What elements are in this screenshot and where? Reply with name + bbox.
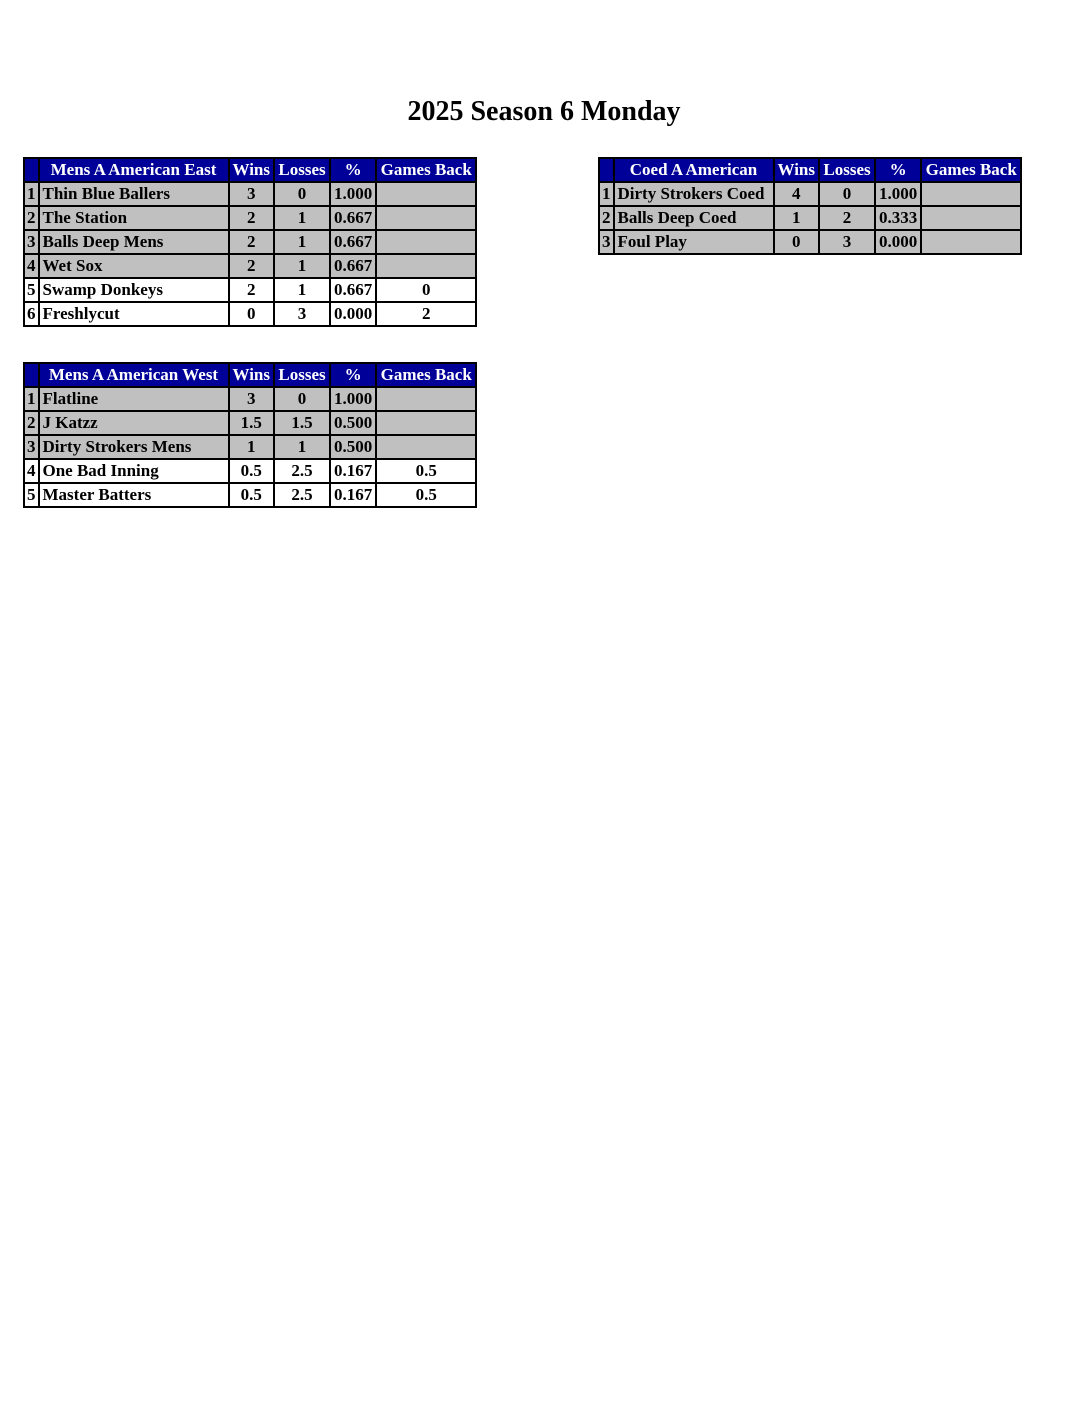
team-cell: Swamp Donkeys <box>39 278 229 302</box>
losses-cell: 2 <box>819 206 875 230</box>
pct-header: % <box>330 158 376 182</box>
wins-cell: 0 <box>774 230 820 254</box>
games-back-cell <box>921 182 1021 206</box>
table-row <box>24 302 476 326</box>
wins-header: Wins <box>229 158 275 182</box>
losses-cell: 0 <box>274 182 330 206</box>
rank-cell: 1 <box>599 182 614 206</box>
games-back-cell <box>376 182 476 206</box>
wins-cell: 3 <box>229 182 275 206</box>
rank-cell: 2 <box>599 206 614 230</box>
rank-cell: 4 <box>24 459 39 483</box>
rank-cell: 3 <box>24 230 39 254</box>
team-cell: The Station <box>39 206 229 230</box>
rank-cell: 2 <box>24 206 39 230</box>
division-header: Mens A American East <box>39 158 229 182</box>
team-cell: Thin Blue Ballers <box>39 182 229 206</box>
standings-table-mens-east <box>23 157 477 327</box>
table-row <box>599 182 1021 206</box>
pct-header: % <box>875 158 921 182</box>
losses-cell: 2.5 <box>274 459 330 483</box>
losses-cell: 1 <box>274 206 330 230</box>
team-cell: One Bad Inning <box>39 459 229 483</box>
rank-cell: 3 <box>599 230 614 254</box>
table-header <box>599 158 1021 182</box>
games-back-cell: 0.5 <box>376 459 476 483</box>
table-row <box>24 411 476 435</box>
table-row <box>24 459 476 483</box>
rank-cell: 1 <box>24 182 39 206</box>
rank-cell: 4 <box>24 254 39 278</box>
table-row <box>24 483 476 507</box>
games-back-cell <box>376 435 476 459</box>
team-cell: Balls Deep Coed <box>614 206 774 230</box>
losses-cell: 0 <box>819 182 875 206</box>
pct-cell: 0.000 <box>330 302 376 326</box>
team-cell: Dirty Strokers Coed <box>614 182 774 206</box>
division-header: Coed A American <box>614 158 774 182</box>
pct-cell: 0.667 <box>330 230 376 254</box>
team-cell: J Katzz <box>39 411 229 435</box>
wins-cell: 2 <box>229 278 275 302</box>
table-row <box>24 387 476 411</box>
standings-table-mens-west <box>23 362 477 508</box>
games-back-cell <box>921 206 1021 230</box>
table-row <box>24 278 476 302</box>
table-header <box>24 158 476 182</box>
wins-cell: 1 <box>774 206 820 230</box>
standings-table-coed <box>598 157 1022 255</box>
table-row <box>24 254 476 278</box>
losses-cell: 1 <box>274 254 330 278</box>
pct-cell: 0.333 <box>875 206 921 230</box>
wins-cell: 2 <box>229 230 275 254</box>
wins-cell: 2 <box>229 254 275 278</box>
team-cell: Freshlycut <box>39 302 229 326</box>
table-header <box>24 363 476 387</box>
pct-cell: 0.500 <box>330 411 376 435</box>
wins-cell: 2 <box>229 206 275 230</box>
wins-cell: 1.5 <box>229 411 275 435</box>
team-cell: Foul Play <box>614 230 774 254</box>
games-back-cell <box>376 387 476 411</box>
wins-cell: 0.5 <box>229 459 275 483</box>
losses-cell: 1.5 <box>274 411 330 435</box>
pct-cell: 0.500 <box>330 435 376 459</box>
losses-header: Losses <box>819 158 875 182</box>
losses-cell: 1 <box>274 435 330 459</box>
games-back-cell <box>921 230 1021 254</box>
wins-cell: 4 <box>774 182 820 206</box>
rank-cell: 2 <box>24 411 39 435</box>
games-back-cell <box>376 254 476 278</box>
wins-header: Wins <box>774 158 820 182</box>
pct-cell: 0.167 <box>330 459 376 483</box>
losses-cell: 2.5 <box>274 483 330 507</box>
games-back-header: Games Back <box>921 158 1021 182</box>
games-back-header: Games Back <box>376 363 476 387</box>
wins-cell: 1 <box>229 435 275 459</box>
rank-cell: 5 <box>24 278 39 302</box>
team-cell: Balls Deep Mens <box>39 230 229 254</box>
table-row <box>599 206 1021 230</box>
pct-cell: 1.000 <box>875 182 921 206</box>
rank-cell: 5 <box>24 483 39 507</box>
page-title: 2025 Season 6 Monday <box>407 96 681 127</box>
division-header: Mens A American West <box>39 363 229 387</box>
table-row <box>24 230 476 254</box>
table-row <box>24 182 476 206</box>
team-cell: Wet Sox <box>39 254 229 278</box>
rank-cell: 3 <box>24 435 39 459</box>
losses-cell: 0 <box>274 387 330 411</box>
wins-cell: 0 <box>229 302 275 326</box>
games-back-cell: 0 <box>376 278 476 302</box>
pct-cell: 1.000 <box>330 182 376 206</box>
pct-cell: 0.167 <box>330 483 376 507</box>
rank-header <box>599 158 614 182</box>
pct-cell: 0.667 <box>330 278 376 302</box>
losses-cell: 3 <box>274 302 330 326</box>
table-row <box>24 206 476 230</box>
rank-cell: 1 <box>24 387 39 411</box>
table-row <box>24 435 476 459</box>
rank-cell: 6 <box>24 302 39 326</box>
games-back-cell <box>376 230 476 254</box>
pct-cell: 0.667 <box>330 206 376 230</box>
wins-cell: 3 <box>229 387 275 411</box>
games-back-header: Games Back <box>376 158 476 182</box>
games-back-cell: 2 <box>376 302 476 326</box>
losses-header: Losses <box>274 363 330 387</box>
losses-header: Losses <box>274 158 330 182</box>
losses-cell: 1 <box>274 230 330 254</box>
losses-cell: 3 <box>819 230 875 254</box>
losses-cell: 1 <box>274 278 330 302</box>
rank-header <box>24 158 39 182</box>
pct-header: % <box>330 363 376 387</box>
games-back-cell <box>376 411 476 435</box>
wins-header: Wins <box>229 363 275 387</box>
pct-cell: 0.667 <box>330 254 376 278</box>
team-cell: Dirty Strokers Mens <box>39 435 229 459</box>
team-cell: Master Batters <box>39 483 229 507</box>
games-back-cell: 0.5 <box>376 483 476 507</box>
rank-header <box>24 363 39 387</box>
table-row <box>599 230 1021 254</box>
team-cell: Flatline <box>39 387 229 411</box>
games-back-cell <box>376 206 476 230</box>
pct-cell: 1.000 <box>330 387 376 411</box>
wins-cell: 0.5 <box>229 483 275 507</box>
pct-cell: 0.000 <box>875 230 921 254</box>
